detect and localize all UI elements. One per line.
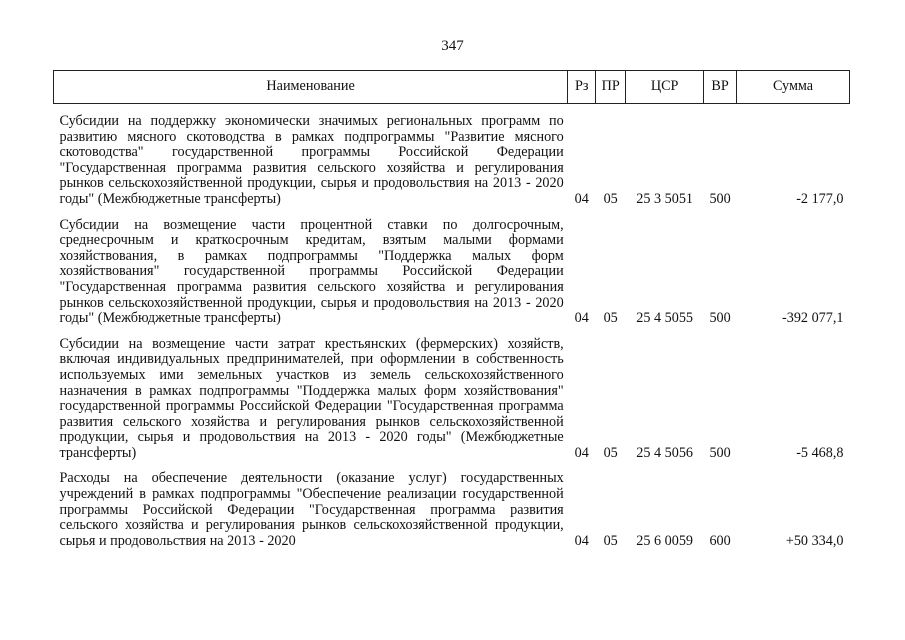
table-row xyxy=(54,461,850,549)
row-name: Субсидии на возмещение части затрат крестьянских (фермерских) хозяйств, включая индивидуальных предпринимателей, при оформлении в собственность используемых ими земельных участков из земель сельскохозяйственного назначения в рамках подпрограммы "Поддержка малых форм хозяйствования" государственной программы Российской Федерации "Государственная программа развития сельского хозяйства и регулирования рынков сельскохозяйственной продукции, сырья и продовольствия на 2013 - 2020 годы" (Межбюджетные трансферты) xyxy=(59,335,564,461)
row-vr: 500 xyxy=(709,444,731,461)
row-pr: 05 xyxy=(603,190,618,207)
row-vr: 600 xyxy=(709,532,731,549)
row-csr: 25 3 5051 xyxy=(636,190,693,207)
row-name: Субсидии на возмещение части процентной ставки по долгосрочным, среднесрочным и краткосрочным кредитам, взятым малыми формами хозяйствования, в рамках подпрограммы "Поддержка малых форм хозяйствования" государственной программы Российской Федерации "Государственная программа развития сельского хозяйства и регулирования рынков сельскохозяйственной продукции, сырья и продовольствия на 2013 - 2020 годы" (Межбюджетные трансферты) xyxy=(59,216,564,327)
row-vr: 500 xyxy=(709,310,731,327)
budget-table xyxy=(53,70,850,549)
row-name: Расходы на обеспечение деятельности (оказание услуг) государственных учреждений в рамках подпрограммы "Обеспечение реализации государственной программы Российской Федерации "Государственная программа развития сельского хозяйства и регулирования рынков сельскохозяйственной продукции, сырья и продовольствия на 2013 - 2020 xyxy=(59,470,564,549)
row-sum: +50 334,0 xyxy=(785,532,844,549)
table-header-row xyxy=(54,71,850,104)
row-name: Субсидии на поддержку экономически значимых региональных программ по развитию мясного скотоводства в рамках подпрограммы "Развитие мясного скотоводства" государственной программы Российской Федерации "Государственная программа развития сельского хозяйства и регулирования рынков сельскохозяйственной продукции, сырья и продовольствия на 2013 - 2020 годы" (Межбюджетные трансферты) xyxy=(59,113,564,207)
header-sum: Сумма xyxy=(737,71,850,104)
row-csr: 25 6 0059 xyxy=(636,532,693,549)
row-pr: 05 xyxy=(603,444,618,461)
row-sum: -392 077,1 xyxy=(782,310,844,327)
page-number: 347 xyxy=(441,38,464,54)
table-row xyxy=(54,327,850,462)
header-pr: ПР xyxy=(596,71,626,104)
row-rz: 04 xyxy=(574,310,589,327)
header-csr: ЦСР xyxy=(626,71,704,104)
row-pr: 05 xyxy=(603,532,618,549)
header-name: Наименование xyxy=(54,71,568,104)
row-sum: -2 177,0 xyxy=(796,190,844,207)
row-csr: 25 4 5056 xyxy=(636,444,693,461)
table-row xyxy=(54,208,850,327)
header-rz: Рз xyxy=(568,71,596,104)
row-sum: -5 468,8 xyxy=(796,444,844,461)
row-rz: 04 xyxy=(574,190,589,207)
header-vr: ВР xyxy=(704,71,737,104)
table-row xyxy=(54,104,850,208)
row-rz: 04 xyxy=(574,532,589,549)
row-vr: 500 xyxy=(709,190,731,207)
row-rz: 04 xyxy=(574,444,589,461)
row-pr: 05 xyxy=(603,310,618,327)
row-csr: 25 4 5055 xyxy=(636,310,693,327)
